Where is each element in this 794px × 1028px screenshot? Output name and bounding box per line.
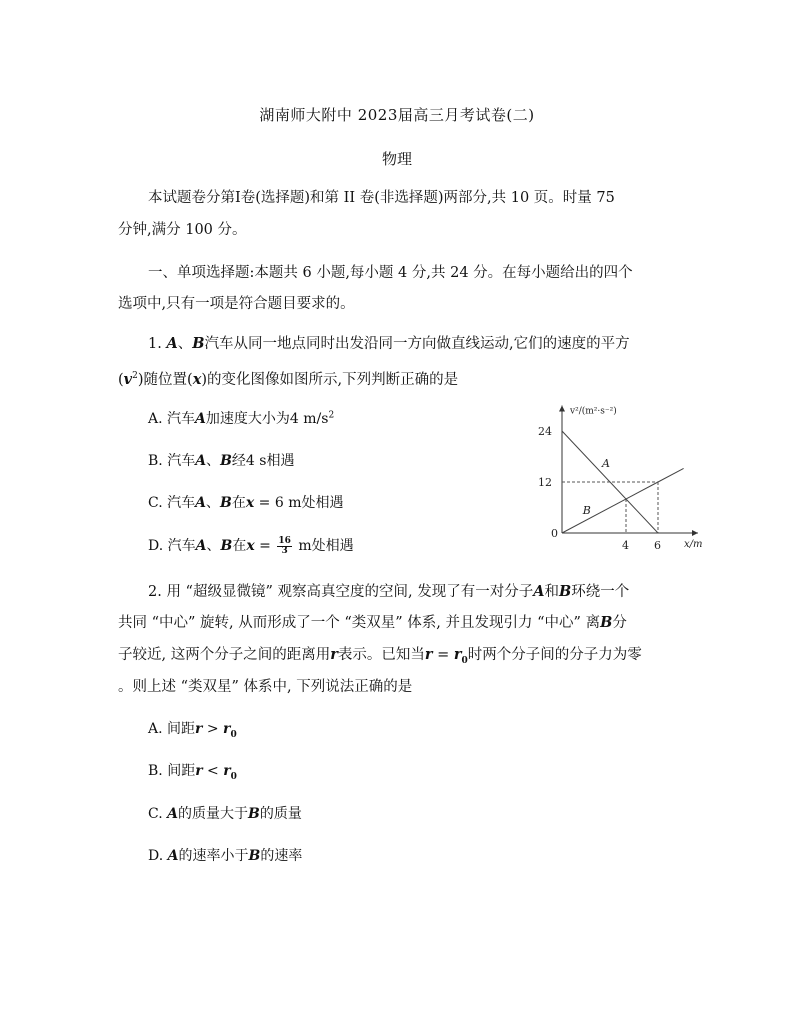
var-b: B (220, 495, 232, 511)
q1-stem-text-1: 汽车从同一地点同时出发沿同一方向做直线运动,它们的速度的平方 (204, 336, 630, 352)
option-text: 的速率小于 (178, 848, 249, 864)
series-label-b: B (582, 503, 591, 517)
option-text: 在 (231, 495, 246, 511)
var-r: r (424, 646, 433, 663)
option-text: A. 间距 (148, 721, 196, 737)
separator: 、 (206, 495, 220, 511)
option-text: D. (148, 848, 168, 864)
x-axis-arrow (692, 530, 698, 536)
q1-stem-line-1 (148, 334, 630, 354)
q2-option-a[interactable] (148, 718, 237, 740)
x-axis-label: x/m (684, 539, 703, 550)
y-axis-label: v²/(m²·s⁻²) (570, 406, 617, 417)
var-a: A (195, 495, 206, 511)
var-r: r (223, 721, 231, 737)
option-text: = 6 m处相遇 (254, 495, 344, 511)
option-text: m处相遇 (293, 538, 354, 554)
option-text: 的速率 (260, 848, 303, 864)
q2-stem-line-2 (118, 613, 627, 633)
q2-text: 2. 用 “超级显微镜” 观察高真空度的空间, 发现了有一对分子 (148, 584, 534, 600)
paren-open: ( (118, 371, 124, 388)
exam-title: 湖南师大附中 2023届高三月考试卷(二) (259, 106, 535, 124)
operator: > (202, 721, 224, 737)
equals-sign: = (254, 538, 276, 554)
q2-text: 子较近, 这两个分子之间的距离用 (118, 647, 331, 663)
paren-open: ( (187, 371, 193, 388)
fraction-16-3 (277, 537, 292, 556)
option-text: A. 汽车 (148, 411, 196, 427)
var-a: A (533, 583, 545, 600)
var-x: x (246, 538, 255, 554)
q1-option-d[interactable] (148, 535, 354, 556)
var-v: v (123, 370, 133, 388)
var-b: B (600, 614, 613, 631)
var-x: x (245, 495, 255, 511)
var-r: r (223, 763, 231, 779)
option-text: 经4 s相遇 (231, 453, 295, 469)
var-r: r (453, 646, 462, 663)
subscript-0: 0 (461, 655, 468, 666)
option-text: C. (148, 806, 168, 822)
var-a: A (167, 806, 178, 822)
section1-line-1: 一、单项选择题:本题共 6 小题,每小题 4 分,共 24 分。在每小题给出的四个 (148, 265, 633, 281)
subscript-0: 0 (230, 771, 237, 782)
subscript-0: 0 (230, 729, 237, 740)
fraction-numerator: 16 (278, 535, 291, 546)
var-a: A (195, 453, 207, 469)
option-text: C. 汽车 (148, 495, 196, 511)
exp-2: 2 (132, 371, 138, 381)
option-text: 的质量大于 (178, 806, 248, 822)
operator: < (202, 763, 224, 779)
option-text: 的质量 (259, 806, 302, 822)
y-tick-24: 24 (538, 425, 552, 438)
var-r: r (195, 721, 203, 737)
var-b: B (558, 583, 572, 600)
series-line-b (562, 482, 658, 533)
var-a: A (166, 335, 178, 352)
q1-stem-text-2b: 的变化图像如图所示,下列判断正确的是 (207, 371, 459, 388)
paren-close: ) (201, 371, 208, 388)
q2-stem-line-4: 。则上述 “类双星” 体系中, 下列说法正确的是 (118, 679, 413, 695)
x-tick-4: 4 (622, 539, 629, 552)
separator: 、 (206, 538, 221, 554)
option-text: 加速度大小为4 m/s (205, 411, 329, 427)
q2-option-c[interactable] (148, 803, 302, 823)
option-text: 在 (232, 538, 247, 554)
series-line-b-extension (658, 468, 684, 482)
q1-number: 1. (148, 336, 162, 352)
q1-stem-line-2 (118, 366, 458, 390)
q1-option-a[interactable] (148, 408, 334, 428)
equals-sign: = (432, 647, 454, 663)
origin-label: 0 (551, 527, 558, 540)
y-tick-12: 12 (538, 476, 552, 489)
separator: 、 (177, 336, 193, 352)
var-r: r (195, 763, 203, 779)
q2-text: 环绕一个 (571, 584, 630, 600)
var-x: x (192, 370, 202, 388)
v2-x-graph (532, 388, 712, 558)
q2-option-d[interactable] (148, 845, 302, 865)
option-text: D. 汽车 (148, 538, 196, 554)
q1-option-c[interactable] (148, 492, 343, 512)
q2-text: 共同 “中心” 旋转, 从而形成了一个 “类双星” 体系, 并且发现引力 “中心” 离 (118, 615, 601, 631)
q2-stem-line-3 (118, 645, 642, 671)
separator: 、 (206, 453, 221, 469)
paren-close: ) (137, 371, 144, 388)
var-a: A (195, 538, 207, 554)
x-tick-6: 6 (654, 539, 661, 552)
var-b: B (220, 453, 232, 469)
intro-line-1: 本试题卷分第Ⅰ卷(选择题)和第 II 卷(非选择题)两部分,共 10 页。时量 75 (148, 190, 615, 206)
var-b: B (248, 848, 261, 864)
q2-option-b[interactable] (148, 760, 237, 782)
section1-line-2: 选项中,只有一项是符合题目要求的。 (118, 296, 355, 312)
var-b: B (192, 335, 205, 352)
var-b: B (220, 538, 233, 554)
var-a: A (167, 848, 179, 864)
var-a: A (195, 411, 206, 427)
q2-text: 时两个分子间的分子力为零 (467, 647, 642, 663)
q1-option-b[interactable] (148, 450, 294, 470)
exp-2: 2 (328, 410, 335, 421)
var-b: B (248, 806, 260, 822)
series-label-a: A (602, 457, 610, 471)
option-text: B. 汽车 (148, 453, 196, 469)
var-r: r (330, 646, 338, 663)
q2-text: 分 (612, 615, 627, 631)
q2-text: 表示。已知当 (337, 647, 425, 663)
fraction-denominator: 3 (281, 545, 288, 556)
y-axis-arrow (559, 406, 565, 412)
q1-stem-text-2a: 随位置 (143, 371, 188, 388)
option-text: B. 间距 (148, 763, 196, 779)
q2-stem-line-1 (148, 582, 629, 602)
q2-text: 和 (544, 584, 559, 600)
intro-line-2: 分钟,满分 100 分。 (118, 222, 247, 238)
subject-title: 物理 (381, 150, 412, 168)
